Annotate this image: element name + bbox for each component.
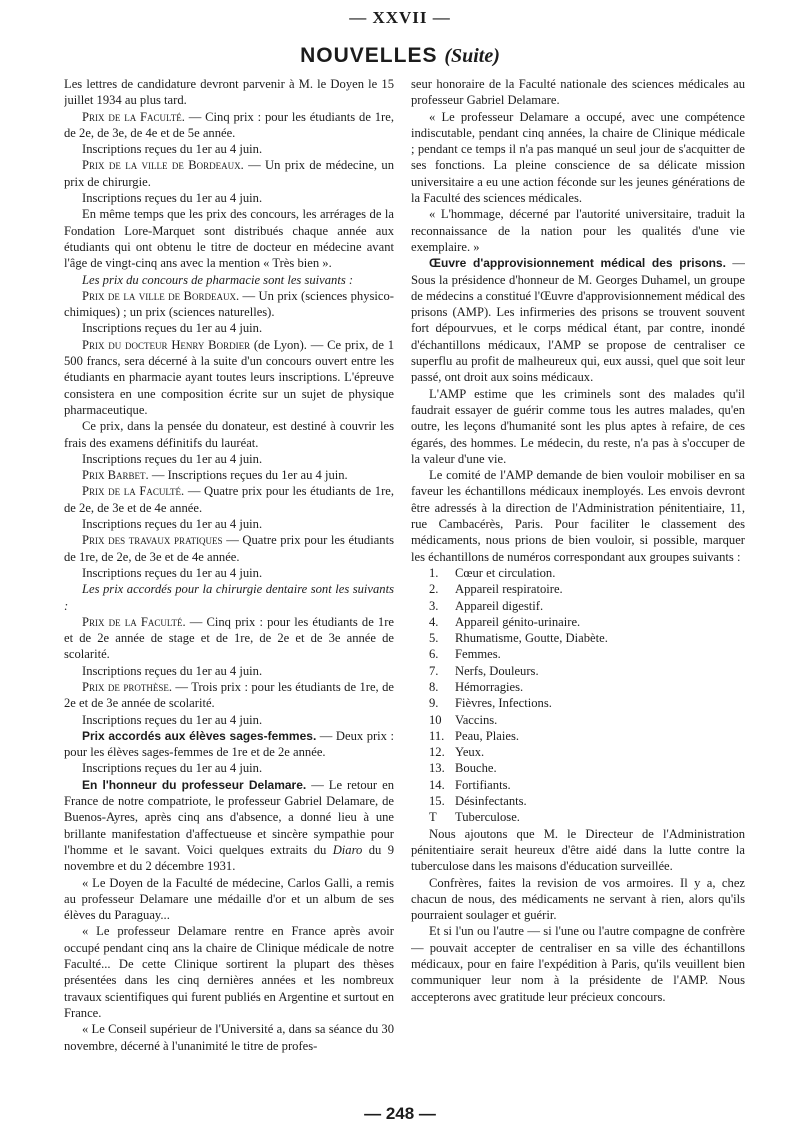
group-label: Rhumatisme, Goutte, Diabète. [455, 631, 608, 646]
paragraph: Inscriptions reçues du 1er au 4 juin. [82, 142, 263, 157]
paragraph [64, 777, 394, 875]
group-label: Cœur et circulation. [455, 565, 556, 580]
group-number: 3. [429, 598, 439, 613]
group-label: Bouche. [455, 761, 497, 776]
group-number: 10 [429, 712, 442, 727]
newspaper-title: Diaro [332, 842, 363, 857]
paragraph-text: — Trois prix : pour les étudiants de 1re, de 2e et de 3e année de scolarité. [64, 679, 394, 711]
subheading: Les prix du concours de pharmacie sont les suivants : [82, 272, 354, 287]
group-number: 7. [429, 663, 439, 678]
section-title-main: NOUVELLES [300, 44, 438, 67]
bold-heading: Œuvre d'approvisionnement médical des prisons. [429, 256, 726, 271]
group-number: 12. [429, 745, 445, 760]
paragraph: « Le Conseil supérieur de l'Université a, dans sa séance du 30 novembre, décerné à l'unanimité le titre de profes- [64, 1022, 394, 1053]
paragraph [64, 483, 394, 516]
group-label: Appareil respiratoire. [455, 582, 563, 597]
paragraph: Inscriptions reçues du 1er au 4 juin. [82, 191, 263, 206]
group-label: Hémorragies. [455, 679, 524, 694]
list-item [429, 663, 745, 679]
paragraph: Et si l'un ou l'autre — si l'une ou l'autre compagne de confrère — pouvait accepter de centraliser en sa ville des échantillons médicaux, pour en faire l'expédition à Paris, qu'ils veuillent bien communiquer leur nom à la présidente de l'AMP. Nous accepterons avec gratitude leur précieux concours. [411, 924, 745, 1004]
paragraph [64, 728, 394, 761]
paragraph [64, 467, 394, 483]
group-label: Vaccins. [455, 712, 498, 727]
list-item [429, 581, 745, 597]
prize-label: Prix de la Faculté. [82, 484, 185, 499]
paragraph: Inscriptions reçues du 1er au 4 juin. [82, 565, 263, 580]
prize-label: Prix de la Faculté. [82, 109, 185, 124]
paragraph-text: — Deux prix : pour les élèves sages-femmes de 1re et de 2e année. [64, 728, 394, 760]
paragraph-text: — Le retour en France de notre compatriote, le professeur Gabriel Delamare, de Buenos-Ayres, après cinq ans d'absence, a donné lieu à une brillante manifestation d'affectueuse et sincère sympathie pour l'homme et le savant. Voici quelques extraits du [64, 777, 394, 857]
list-item [429, 614, 745, 630]
paragraph-text: — Sous la présidence d'honneur de M. Georges Duhamel, un groupe de médecins a constitué l'Œuvre d'approvisionnement médical des prisons (AMP). Les infirmeries des prisons se trouvent souvent fort dépourvues, et le corps médical étant, par contre, inondé d'échantillons médicaux, l'AMP se propose de centraliser ce superflu au profit de malheureux qui, eux aussi, quel que soit leur passé, ont droit aux soins médicaux. [411, 256, 745, 385]
section-title-suite: (Suite) [444, 45, 500, 67]
paragraph: Les lettres de candidature devront parvenir à M. le Doyen le 15 juillet 1934 au plus tard. [64, 77, 394, 108]
paragraph-text: — Cinq prix : pour les étudiants de 1re, de 2e, de 3e, de 4e et de 5e année. [64, 109, 394, 140]
paragraph: « Le Doyen de la Faculté de médecine, Carlos Galli, a remis au professeur Delamare une médaille d'or et un album de ses élèves du Paraguay... [64, 875, 394, 923]
subheading: Les prix accordés pour la chirurgie dentaire sont les suivants : [64, 582, 394, 613]
paragraph: « Le professeur Delamare rentre en France après avoir occupé pendant cinq ans la chaire de Clinique médicale de notre Faculté... De cette Clinique sortirent la plupart des thèses présentées dans les cinq dernières années et les nombreux travaux scientifiques qui furent publiés en Argentine et surtout en France. [64, 924, 394, 1020]
list-item [429, 630, 745, 646]
paragraph-text: — Inscriptions reçues du 1er au 4 juin. [148, 468, 348, 483]
paragraph: L'AMP estime que les criminels sont des malades qu'il faudrait essayer de guérir comme tous les autres malades, qu'en outre, les leçons d'humanité sont les plus aptes à refaire, de ces égarés, des hommes. Le médecin, du reste, n'a pas à s'occuper de la valeur d'une vie. [411, 386, 745, 466]
group-label: Nerfs, Douleurs. [455, 663, 539, 678]
list-item [429, 777, 745, 793]
bold-heading: En l'honneur du professeur Delamare. [82, 777, 307, 792]
list-item [429, 646, 745, 662]
group-number: 6. [429, 647, 439, 662]
group-number: 2. [429, 582, 439, 597]
page-number: — 248 — [364, 1104, 436, 1123]
prize-label: Prix de la Faculté. [82, 614, 186, 629]
paragraph-text: — Un prix de médecine, un prix de chirurgie. [64, 158, 394, 189]
group-number: 8. [429, 679, 439, 694]
prize-label: Prix de la ville de Bordeaux. [82, 288, 240, 303]
group-number: 14. [429, 777, 445, 792]
list-item [429, 793, 745, 809]
prize-label: Prix Barbet. [82, 468, 149, 483]
paragraph-text: — Quatre prix pour les étudiants de 1re, de 2e, de 3e et de 4e année. [64, 484, 394, 515]
paragraph-text: (de Lyon). — Ce prix, de 1 500 francs, sera décerné à la suite d'un concours ouvert entre les étudiants en pharmacie ayant toutes leurs inscriptions. L'épreuve consistera en une composition écrite sur un sujet de physique pharmaceutique. [64, 337, 394, 417]
group-number: 13. [429, 761, 445, 776]
roman-page-number: — XXVII — [349, 8, 451, 27]
paragraph-text: du 9 novembre et du 2 décembre 1931. [64, 842, 394, 874]
paragraph: Confrères, faites la revision de vos armoires. Il y a, chez chacun de nous, des médicaments ne servant à rien, alors qu'ils pourraient soulager et guérir. [411, 875, 745, 923]
right-column [411, 76, 745, 1096]
prize-label: Prix du docteur Henry Bordier [82, 337, 251, 352]
paragraph: « L'hommage, décerné par l'autorité universitaire, traduit la reconnaissance de la nation pour les qualités d'une vie exemplaire. » [411, 207, 745, 254]
list-item [429, 744, 745, 760]
group-label: Yeux. [455, 745, 485, 760]
list-item [429, 695, 745, 711]
left-column [64, 76, 394, 1096]
paragraph: Inscriptions reçues du 1er au 4 juin. [82, 451, 263, 466]
paragraph [64, 109, 394, 142]
paragraph: Inscriptions reçues du 1er au 4 juin. [82, 761, 263, 776]
group-label: Femmes. [455, 647, 501, 662]
paragraph [411, 255, 745, 385]
group-number: 5. [429, 631, 439, 646]
paragraph-text: — Cinq prix : pour les étudiants de 1re et de 2e année de stage et de 1re, de 2e et de 3e année de scolarité. [64, 614, 394, 662]
list-item [429, 712, 745, 728]
paragraph [64, 532, 394, 565]
prize-label: Prix des travaux pratiques [82, 533, 223, 548]
group-number: 15. [429, 794, 445, 809]
paragraph: Le comité de l'AMP demande de bien vouloir mobiliser en sa faveur les échantillons médicaux inemployés. Les envois devront être adressés à la direction de l'Administration pénitentiaire, 11, rue Cambacérès, Paris. Pour faciliter le classement des médicaments, nous prions de bien vouloir, si possible, marquer les échantillons de numéros correspondant aux groupes suivants : [411, 468, 745, 564]
group-number: 4. [429, 614, 439, 629]
group-number: 11. [429, 728, 445, 743]
paragraph [64, 288, 394, 321]
list-item [429, 809, 745, 825]
paragraph: Inscriptions reçues du 1er au 4 juin. [82, 517, 263, 532]
paragraph: « Le professeur Delamare a occupé, avec une compétence indiscutable, pendant cinq années, la chaire de Clinique médicale ; pendant ce temps il n'a pas manqué un seul jour de s'acquitter de ses fonctions. La pleine conscience de sa délicate mission universitaire a eu une action féconde sur les jeunes générations de la Faculté des sciences médicales. [411, 109, 745, 206]
paragraph: Nous ajoutons que M. le Directeur de l'Administration pénitentiaire serait heureux d'être aidé dans la lutte contre la tuberculose dans les maisons d'éducation surveillée. [411, 826, 745, 874]
list-item [429, 728, 745, 744]
section-title [0, 44, 800, 68]
paragraph-text: — Quatre prix pour les étudiants de 1re, de 2e, de 3e et de 4e année. [64, 533, 394, 564]
group-number: 9. [429, 696, 439, 711]
list-item [429, 760, 745, 776]
group-number: 1. [429, 565, 439, 580]
group-label: Fortifiants. [455, 777, 511, 792]
paragraph [64, 679, 394, 712]
paragraph [64, 337, 394, 418]
medication-groups-list [411, 565, 745, 826]
group-label: Peau, Plaies. [455, 728, 520, 743]
paragraph [64, 157, 394, 190]
group-label: Fièvres, Infections. [455, 696, 552, 711]
list-item [429, 679, 745, 695]
group-label: Désinfectants. [455, 794, 527, 809]
prize-label: Prix de la ville de Bordeaux. [82, 158, 244, 173]
list-item [429, 598, 745, 614]
paragraph: En même temps que les prix des concours, les arrérages de la Fondation Lore-Marquet sont distribués chaque année aux étudiants qui ont obtenu le titre de docteur en médecine avant l'âge de vingt-cinq ans avec la mention « Très bien ». [64, 207, 394, 271]
paragraph [64, 614, 394, 663]
group-label: Appareil génito-urinaire. [455, 614, 581, 629]
paragraph-text: — Un prix (sciences physico-chimiques) ; un prix (sciences naturelles). [64, 288, 394, 320]
paragraph: Ce prix, dans la pensée du donateur, est destiné à couvrir les frais des examens définitifs du lauréat. [64, 419, 394, 450]
paragraph: Inscriptions reçues du 1er au 4 juin. [82, 321, 263, 336]
group-number: T [429, 810, 437, 825]
group-label: Tuberculose. [455, 810, 520, 825]
paragraph: seur honoraire de la Faculté nationale des sciences médicales au professeur Gabriel Delamare. [411, 77, 745, 108]
paragraph: Inscriptions reçues du 1er au 4 juin. [82, 663, 263, 678]
bold-heading: Prix accordés aux élèves sages-femmes. [82, 728, 317, 743]
paragraph: Inscriptions reçues du 1er au 4 juin. [82, 712, 263, 727]
prize-label: Prix de prothèse. [82, 679, 172, 694]
group-label: Appareil digestif. [455, 598, 544, 613]
list-item [429, 565, 745, 581]
